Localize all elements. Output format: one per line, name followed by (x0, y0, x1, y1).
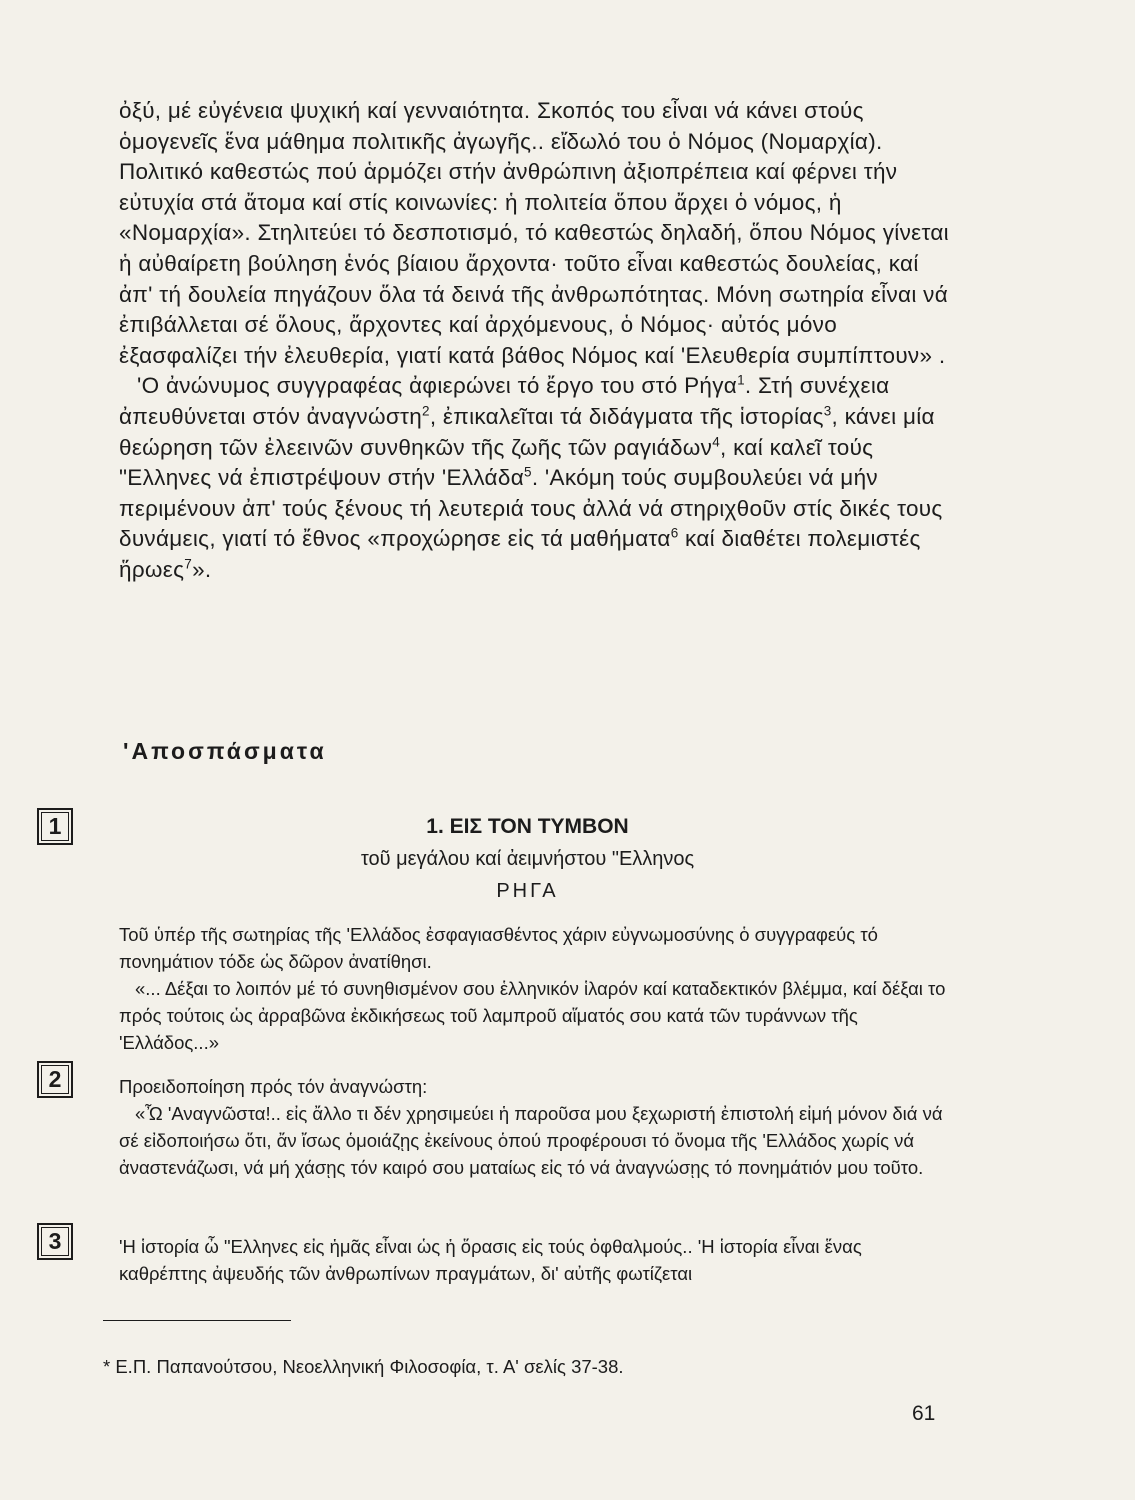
warning-quote: «Ὦ 'Αναγνῶστα!.. εἰς ἄλλο τι δέν χρησιμεύει ἡ παροῦσα μου ξεχωριστή ἐπιστολή εἰμή μόνον διά νά σέ εἰδοποιήσω ὅτι, ἄν ἴσως ὁμοιάζῃς ἐκείνους ὁπού προφέρουσι τό ὄνομα τῆς 'Ελλάδος χωρίς νά ἀναστενάζωσι, νά μή χάσῃς τόν καιρό σου ματαίως εἰς τό νά ἀναγνώσῃς τό πονημάτιόν μου τοῦτο. (119, 1103, 943, 1178)
excerpt-subtitle: τοῦ μεγάλου καί ἀειμνήστου "Ελληνος (360, 848, 695, 870)
intro-p2-segment: ». (192, 556, 212, 582)
footnote-ref-6: 6 (670, 525, 679, 541)
history-paragraph: 'Η ἱστορία ὦ "Ελληνες εἰς ἡμᾶς εἶναι ὡς ἡ ὅρασις εἰς τούς ὀφθαλμούς.. 'Η ἱστορία εἶναι ἕνας καθρέπτης ἀψευδής τῶν ἀνθρωπίνων πραγμάτων, δι' αὐτῆς φωτίζεται (119, 1236, 862, 1284)
reader-warning-block (119, 1073, 954, 1181)
page-number: 61 (912, 1402, 936, 1425)
excerpt-title: 1. ΕΙΣ ΤΟΝ ΤΥΜΒΟΝ (426, 815, 629, 838)
intro-paragraph-2 (119, 371, 949, 585)
intro-p2-segment: , καί καλεῖ τούς "Ελληνες νά ἐπιστρέψουν στήν 'Ελλάδα (119, 434, 874, 491)
intro-p2-segment: . 'Ακόμη τούς συμβουλεύει νά μήν περιμένουν ἀπ' τούς ξένους τή λευτεριά τους ἀλλά νά στηριχθοῦν στίς δικές τους δυνάμεις, γιατί τό ἔθνος «προχώρησε εἰς τά μαθήματα (119, 465, 943, 552)
history-block (119, 1233, 954, 1287)
intro-p2-segment: , ἐπικαλεῖται τά διδάγματα τῆς ἱστορίας (429, 403, 824, 429)
footnote-ref-3: 3 (823, 403, 832, 419)
intro-p2-segment: . Στή συνέχεια ἀπευθύνεται στόν ἀναγνώστη (119, 373, 890, 429)
intro-p2-segment: καί διαθέτει πολεμιστές ἥρωες (119, 526, 921, 582)
footnote-ref-4: 4 (712, 434, 721, 450)
intro-paragraph-1: ὀξύ, μέ εὐγένεια ψυχική καί γενναιότητα. Σκοπός του εἶναι νά κάνει στούς ὁμογενεῖς ἕνα μάθημα πολιτικῆς ἀγωγῆς.. εἴδωλό του ὁ Νόμος (Νομαρχία). Πολιτικό καθεστώς πού ἁρμόζει στήν ἀνθρώπινη ἀξιοπρέπεια καί φέρνει τήν εὐτυχία στά ἄτομα καί στίς κοινωνίες: ἡ πολιτεία ὅπου ἄρχει ὁ νόμος, ἡ «Νομαρχία». Στηλιτεύει τό δεσποτισμό, τό καθεστώς δηλαδή, ὅπου Νόμος γίνεται ἡ αὐθαίρετη βούληση ἑνός βίαιου ἄρχοντα· τοῦτο εἶναι καθεστώς δουλείας, καί ἀπ' τή δουλεία πηγάζουν ὅλα τά δεινά τῆς ἀνθρωπότητας. Μόνη σωτηρία εἶναι νά ἐπιβάλλεται σέ ὅλους, ἄρχοντες καί ἀρχόμενους, ὁ Νόμος· αὐτός μόνο ἐξασφαλίζει τήν ἐλευθερία, γιατί κατά βάθος Νόμος καί 'Ελευθερία συμπίπτουν» . (119, 98, 949, 368)
footnote-ref-7: 7 (184, 556, 193, 572)
excerpt-marker-2: 2 (37, 1061, 73, 1098)
excerpt-marker-3: 3 (37, 1223, 73, 1260)
footnote-ref-5: 5 (524, 464, 532, 480)
footnote-ref-2: 2 (422, 403, 430, 419)
dedication-block (119, 921, 954, 1056)
dedication-quote: «... Δέξαι το λοιπόν μέ τό συνηθισμένον σου ἑλληνικόν ἱλαρόν καί καταδεκτικόν βλέμμα, καί δέξαι το πρός τούτοις ὡς ἀρραβῶνα ἐκδικήσεως τοῦ λαμπροῦ αἵματός σου κατά τῶν τυράννων τῆς 'Ελλάδος...» (119, 978, 946, 1053)
intro-text (119, 96, 949, 586)
footnote-ref-1: 1 (737, 372, 745, 388)
excerpts-heading: 'Αποσπάσματα (123, 738, 327, 764)
footnote-divider (103, 1320, 291, 1321)
dedication-paragraph: Τοῦ ὑπέρ τῆς σωτηρίας τῆς 'Ελλάδος ἐσφαγιασθέντος χάριν εὐγνωμοσύνης ὁ συγγραφεύς τό πονημάτιον τόδε ὡς δῶρον ἀνατίθησι. (119, 924, 878, 972)
intro-p2-segment: , κάνει μία θεώρηση τῶν ἐλεεινῶν συνθηκῶν τῆς ζωῆς τῶν ραγιάδων (119, 403, 935, 460)
intro-p2-segment: 'Ο ἀνώνυμος συγγραφέας ἀφιερώνει τό ἔργο του στό Ρήγα (137, 373, 738, 399)
footnote: * Ε.Π. Παπανούτσου, Νεοελληνική Φιλοσοφία, τ. Α' σελίς 37-38. (103, 1356, 624, 1377)
excerpt-name: ΡΗΓΑ (496, 880, 559, 902)
excerpt-marker-1: 1 (37, 808, 73, 845)
warning-heading: Προειδοποίηση πρός τόν ἀναγνώστη: (119, 1076, 428, 1097)
